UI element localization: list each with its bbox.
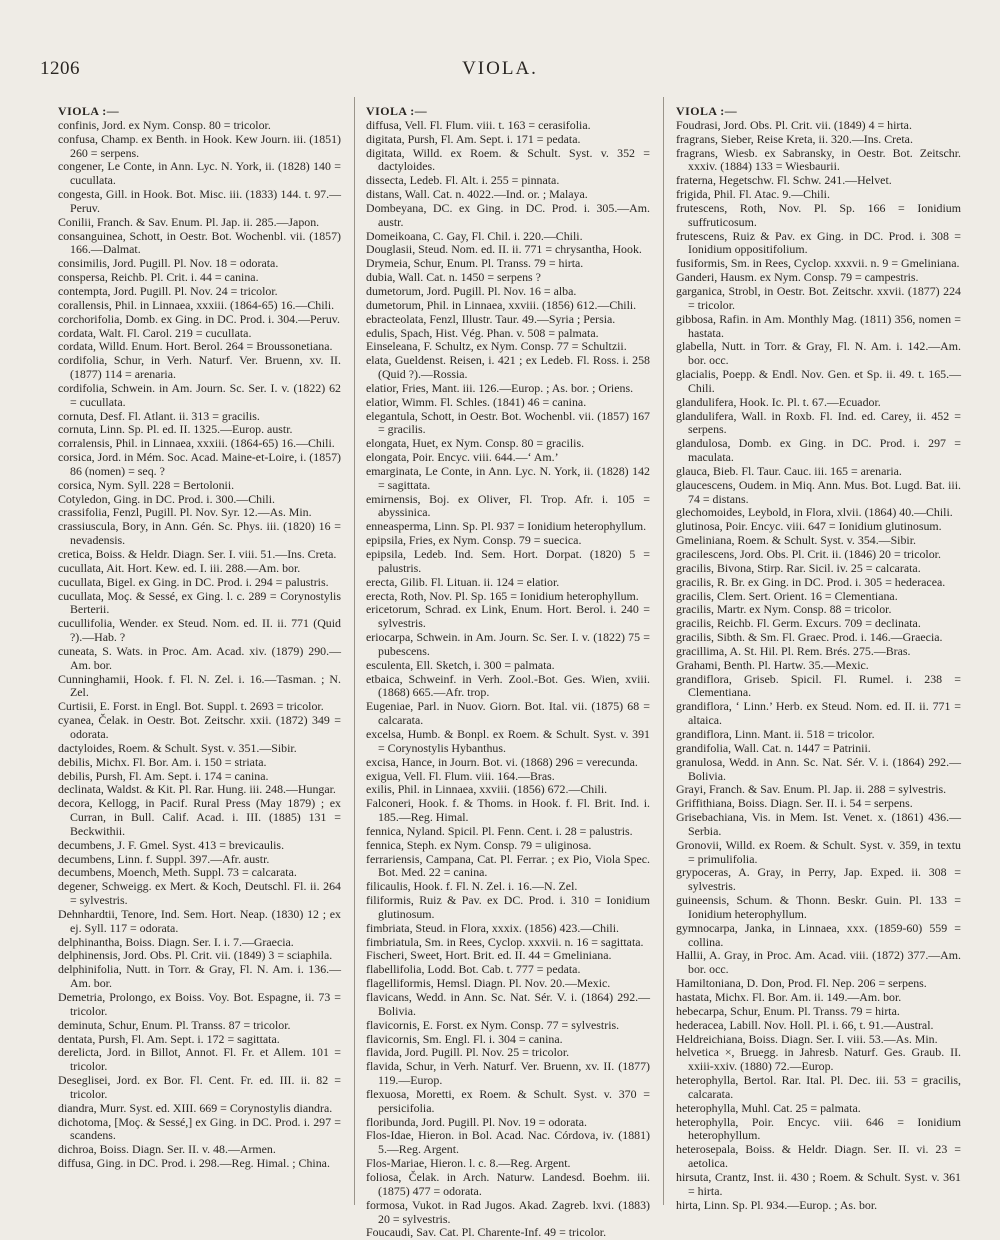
index-entry: Foucaudi, Sav. Cat. Pl. Charente-Inf. 49 = tricolor. [366, 1225, 607, 1240]
index-entry: flexuosa, Moretti, ex Roem. & Schult. Syst. v. 370 = persicifolia. [366, 1086, 650, 1115]
column-divider [354, 97, 355, 1205]
index-entry: digitata, Willd. ex Roem. & Schult. Syst. v. 352 = dactyloides. [366, 145, 650, 174]
index-entry: Einseleana, F. Schultz, ex Nym. Consp. 77 = Schultzii. [366, 339, 627, 354]
index-entry: helvetica ×, Bruegg. in Jahresb. Naturf. Ges. Graub. II. xxiii-xxiv. (1880) 72.—Europ. [676, 1045, 961, 1074]
index-entry: epipsila, Fries, ex Nym. Consp. 79 = suecica. [366, 533, 582, 548]
index-entry: flavicans, Wedd. in Ann. Sc. Nat. Sér. V. i. (1864) 292.—Bolivia. [366, 990, 650, 1018]
index-entry: crassifolia, Fenzl, Pugill. Pl. Nov. Syr. 12.—As. Min. [58, 505, 312, 520]
index-entry: elongata, Poir. Encyc. viii. 644.—‘ Am.’ [366, 450, 559, 465]
index-entry: elata, Gueldenst. Reisen, i. 421 ; ex Ledeb. Fl. Ross. i. 258 (Quid ?).—Rossia. [366, 353, 650, 382]
index-entry: flavicornis, E. Forst. ex Nym. Consp. 77 = sylvestris. [366, 1017, 620, 1032]
index-entry: gracillima, A. St. Hil. Pl. Rem. Brés. 275.—Bras. [676, 643, 911, 658]
index-entry: debilis, Michx. Fl. Bor. Am. i. 150 = striata. [58, 754, 267, 769]
index-entry: glandulosa, Domb. ex Ging. in DC. Prod. i. 297 = maculata. [676, 436, 961, 465]
index-entry: fennica, Nyland. Spicil. Pl. Fenn. Cent. i. 28 = palustris. [366, 823, 633, 838]
index-entry: elatior, Fries, Mant. iii. 126.—Europ. ; As. bor. ; Oriens. [366, 380, 634, 395]
index-entry: frutescens, Roth, Nov. Pl. Sp. 166 = Ionidium suffruticosum. [676, 200, 961, 229]
index-entry: Fischeri, Sweet, Hort. Brit. ed. II. 44 = Gmeliniana. [366, 948, 612, 963]
index-entry: fragrans, Sieber, Reise Kreta, ii. 320.—Ins. Creta. [676, 131, 913, 146]
index-entry: ericetorum, Schrad. ex Link, Enum. Hort. Berol. i. 240 = sylvestris. [366, 602, 650, 631]
index-entry: glandulifera, Wall. in Roxb. Fl. Ind. ed. Carey, ii. 452 = serpens. [676, 408, 961, 437]
index-entry: Curtisii, E. Forst. in Engl. Bot. Suppl. t. 2693 = tricolor. [58, 699, 324, 714]
index-entry: grandiflora, Linn. Mant. ii. 518 = tricolor. [676, 726, 875, 741]
index-entry: Dombeyana, DC. ex Ging. in DC. Prod. i. 305.—Am. austr. [366, 200, 650, 229]
index-entry: delphinantha, Boiss. Diagn. Ser. I. i. 7.—Graecia. [58, 934, 294, 949]
index-entry: filicaulis, Hook. f. Fl. N. Zel. i. 16.—N. Zel. [366, 879, 578, 894]
index-entry: fusiformis, Sm. in Rees, Cyclop. xxxvii. n. 9 = Gmeliniana. [676, 256, 960, 271]
index-entry: glacialis, Poepp. & Endl. Nov. Gen. et Sp. ii. 49. t. 165.—Chili. [676, 367, 961, 395]
index-entry: Gmeliniana, Roem. & Schult. Syst. v. 354.—Sibir. [676, 533, 917, 548]
index-entry: cyanea, Čelak. in Oestr. Bot. Zeitschr. xxii. (1872) 349 = odorata. [58, 713, 341, 741]
index-entry: Ganderi, Hausm. ex Nym. Consp. 79 = campestris. [676, 270, 919, 285]
index-entry: fraterna, Hegetschw. Fl. Schw. 241.—Helvet. [676, 173, 892, 188]
index-entry: decora, Kellogg, in Pacif. Rural Press (May 1879) ; ex Curran, in Bull. Calif. Acad. i. III. (1885) 131 = Beckwithii. [58, 796, 341, 838]
index-entry: consimilis, Jord. Pugill. Pl. Nov. 18 = odorata. [58, 256, 279, 271]
index-entry: flavida, Schur, in Verh. Naturf. Ver. Bruenn, xv. II. (1877) 119.—Europ. [366, 1059, 650, 1088]
index-entry: Drymeia, Schur, Enum. Pl. Transs. 79 = hirta. [366, 256, 584, 271]
index-entry: corsica, Jord. in Mém. Soc. Acad. Maine-et-Loire, i. (1857) 86 (nomen) = seq. ? [58, 450, 341, 478]
index-entry: glandulifera, Hook. Ic. Pl. t. 67.—Ecuador. [676, 394, 881, 409]
index-entry: decumbens, Linn. f. Suppl. 397.—Afr. austr. [58, 851, 270, 866]
index-entry: exilis, Phil. in Linnaea, xxviii. (1856) 672.—Chili. [366, 782, 608, 797]
index-entry: gracilis, Reichb. Fl. Germ. Excurs. 709 = declinata. [676, 616, 921, 631]
index-entry: heterosepala, Boiss. & Heldr. Diagn. Ser. II. vi. 23 = aetolica. [676, 1142, 961, 1171]
index-entry: hebecarpa, Schur, Enum. Pl. Transs. 79 = hirta. [676, 1003, 900, 1018]
index-entry: granulosa, Wedd. in Ann. Sc. Nat. Sér. V. i. (1864) 292.—Bolivia. [676, 754, 961, 783]
index-entry: grandiflora, Griseb. Spicil. Fl. Rumel. i. 238 = Clementiana. [676, 671, 961, 700]
index-entry: Flos-Idae, Hieron. in Bol. Acad. Nac. Córdova, iv. (1881) 5.—Reg. Argent. [366, 1128, 650, 1157]
index-column-3 [676, 97, 961, 1212]
index-entry: cucullifolia, Wender. ex Steud. Nom. ed. II. ii. 771 (Quid ?).—Hab. ? [58, 616, 341, 645]
index-entry: dentata, Pursh, Fl. Am. Sept. i. 172 = sagittata. [58, 1031, 280, 1046]
index-column-2 [366, 97, 650, 1240]
column-heading: VIOLA :— [58, 104, 120, 118]
index-entry: Hamiltoniana, D. Don, Prod. Fl. Nep. 206 = serpens. [676, 976, 927, 991]
index-entry: hirta, Linn. Sp. Pl. 934.—Europ. ; As. bor. [676, 1197, 878, 1212]
index-entry: consanguinea, Schott, in Oestr. Bot. Wochenbl. vii. (1857) 166.—Dalmat. [58, 228, 341, 257]
index-entry: elegantula, Schott, in Oestr. Bot. Wochenbl. vii. (1857) 167 = gracilis. [366, 408, 650, 437]
index-entry: decumbens, Moench, Meth. Suppl. 73 = calcarata. [58, 865, 297, 880]
index-entry: grypoceras, A. Gray, in Perry, Jap. Exped. ii. 308 = sylvestris. [676, 865, 961, 894]
index-entry: cucullata, Moç. & Sessé, ex Ging. l. c. 289 = Corynostylis Berterii. [58, 588, 341, 617]
index-entry: grandiflora, ‘ Linn.’ Herb. ex Steud. Nom. ed. II. ii. 771 = altaica. [676, 699, 961, 728]
index-entry: cordifolia, Schwein. in Am. Journ. Sc. Ser. I. v. (1822) 62 = cucullata. [58, 380, 341, 409]
index-entry: Conilii, Franch. & Sav. Enum. Pl. Jap. ii. 285.—Japon. [58, 214, 320, 229]
index-entry: Cotyledon, Ging. in DC. Prod. i. 300.—Chili. [58, 491, 276, 506]
index-entry: gracilescens, Jord. Obs. Pl. Crit. ii. (1846) 20 = tricolor. [676, 547, 941, 561]
index-entry: flavida, Jord. Pugill. Pl. Nov. 25 = tricolor. [366, 1045, 570, 1060]
index-entry: contempta, Jord. Pugill. Pl. Nov. 24 = tricolor. [58, 283, 278, 298]
index-entry: Deseglisei, Jord. ex Bor. Fl. Cent. Fr. ed. III. ii. 82 = tricolor. [58, 1073, 341, 1101]
column-divider [663, 97, 664, 1205]
index-entry: dumetorum, Jord. Pugill. Pl. Nov. 16 = alba. [366, 283, 577, 298]
index-column-1 [58, 97, 341, 1205]
index-entry: heterophylla, Bertol. Rar. Ital. Pl. Dec. iii. 53 = gracilis, calcarata. [676, 1073, 961, 1101]
index-entry: debilis, Pursh, Fl. Am. Sept. i. 174 = canina. [58, 768, 269, 783]
index-entry: Foudrasi, Jord. Obs. Pl. Crit. vii. (1849) 4 = hirta. [676, 117, 912, 132]
index-entry: Gronovii, Willd. ex Roem. & Schult. Syst. v. 359, in textu = primulifolia. [676, 837, 961, 866]
index-entry: gracilis, Sibth. & Sm. Fl. Graec. Prod. i. 146.—Graecia. [676, 630, 943, 645]
index-entry: degener, Schweigg. ex Mert. & Koch, Deutschl. Fl. ii. 264 = sylvestris. [58, 879, 341, 908]
index-entry: corchorifolia, Domb. ex Ging. in DC. Prod. i. 304.—Peruv. [58, 311, 340, 326]
index-entry: decumbens, J. F. Gmel. Syst. 413 = brevicaulis. [58, 837, 285, 852]
page-number: 1206 [40, 58, 80, 79]
index-entry: diandra, Murr. Syst. ed. XIII. 669 = Corynostylis diandra. [58, 1100, 333, 1115]
index-entry: excisa, Hance, in Journ. Bot. vi. (1868) 296 = verecunda. [366, 754, 638, 769]
index-entry: crassiuscula, Bory, in Ann. Gén. Sc. Phys. iii. (1820) 16 = nevadensis. [58, 519, 341, 548]
index-entry: Douglasii, Steud. Nom. ed. II. ii. 771 = chrysantha, Hook. [366, 242, 642, 257]
index-entry: corsica, Nym. Syll. 228 = Bertolonii. [58, 477, 235, 492]
index-entry: cretica, Boiss. & Heldr. Diagn. Ser. I. viii. 51.—Ins. Creta. [58, 547, 337, 561]
index-entry: etbaica, Schweinf. in Verh. Zool.-Bot. Ges. Wien, xviii. (1868) 665.—Afr. trop. [366, 671, 650, 700]
index-entry: emarginata, Le Conte, in Ann. Lyc. N. York, ii. (1828) 142 = sagittata. [366, 463, 650, 492]
index-entry: glechomoides, Leybold, in Flora, xlvii. (1864) 40.—Chili. [676, 505, 953, 520]
index-entry: fragrans, Wiesb. ex Sabransky, in Oestr. Bot. Zeitschr. xxxiv. (1884) 133 = Wiesbaurii. [676, 145, 961, 174]
index-entry: Dehnhardtii, Tenore, Ind. Sem. Hort. Neap. (1830) 12 ; ex ej. Syll. 117 = odorata. [58, 906, 341, 935]
index-entry: epipsila, Ledeb. Ind. Sem. Hort. Dorpat. (1820) 5 = palustris. [366, 547, 650, 575]
index-entry: formosa, Vukot. in Rad Jugos. Akad. Zagreb. lxvi. (1883) 20 = sylvestris. [366, 1197, 650, 1226]
index-entry: exigua, Vell. Fl. Flum. viii. 164.—Bras. [366, 768, 555, 783]
index-entry: dactyloides, Roem. & Schult. Syst. v. 351.—Sibir. [58, 740, 297, 755]
index-entry: erecta, Roth, Nov. Pl. Sp. 165 = Ionidium heterophyllum. [366, 588, 639, 603]
index-entry: dubia, Wall. Cat. n. 1450 = serpens ? [366, 270, 541, 285]
index-entry: delphinifolia, Nutt. in Torr. & Gray, Fl. N. Am. i. 136.—Am. bor. [58, 962, 341, 991]
index-entry: derelicta, Jord. in Billot, Annot. Fl. Fr. et Allem. 101 = tricolor. [58, 1045, 341, 1074]
index-entry: garganica, Strobl, in Oestr. Bot. Zeitschr. xxvii. (1877) 224 = tricolor. [676, 283, 961, 312]
index-entry: Eugeniae, Parl. in Nuov. Giorn. Bot. Ital. vii. (1875) 68 = calcarata. [366, 699, 650, 728]
index-entry: hederacea, Labill. Nov. Holl. Pl. i. 66, t. 91.—Austral. [676, 1017, 934, 1032]
index-entry: corallensis, Phil. in Linnaea, xxxiii. (1864-65) 16.—Chili. [58, 297, 335, 312]
page-header [0, 0, 1000, 100]
index-entry: conspersa, Reichb. Pl. Crit. i. 44 = canina. [58, 270, 259, 285]
index-entry: Cunninghamii, Hook. f. Fl. N. Zel. i. 16.—Tasman. ; N. Zel. [58, 671, 341, 700]
index-entry: cordata, Walt. Fl. Carol. 219 = cucullata. [58, 325, 252, 340]
index-entry: glabella, Nutt. in Torr. & Gray, Fl. N. Am. i. 142.—Am. bor. occ. [676, 339, 961, 368]
index-entry: emirnensis, Boj. ex Oliver, Fl. Trop. Afr. i. 105 = abyssinica. [366, 491, 650, 520]
index-entry: fimbriata, Steud. in Flora, xxxix. (1856) 423.—Chili. [366, 920, 619, 935]
index-entry: diffusa, Vell. Fl. Flum. viii. t. 163 = cerasifolia. [366, 117, 591, 132]
index-entry: fennica, Steph. ex Nym. Consp. 79 = uliginosa. [366, 837, 592, 852]
index-entry: digitata, Pursh, Fl. Am. Sept. i. 171 = pedata. [366, 131, 581, 146]
index-entry: glauca, Bieb. Fl. Taur. Cauc. iii. 165 = arenaria. [676, 463, 902, 478]
column-heading: VIOLA :— [366, 104, 428, 118]
index-entry: erecta, Gilib. Fl. Lituan. ii. 124 = elatior. [366, 574, 560, 589]
index-entry: filiformis, Ruiz & Pav. ex DC. Prod. i. 310 = Ionidium glutinosum. [366, 893, 650, 921]
index-entry: floribunda, Jord. Pugill. Pl. Nov. 19 = odorata. [366, 1114, 587, 1129]
index-entry: elatior, Wimm. Fl. Schles. (1841) 46 = canina. [366, 394, 587, 409]
index-entry: edulis, Spach, Hist. Vég. Phan. v. 508 = palmata. [366, 325, 599, 340]
index-entry: hastata, Michx. Fl. Bor. Am. ii. 149.—Am. bor. [676, 990, 902, 1004]
index-entry: confinis, Jord. ex Nym. Consp. 80 = tricolor. [58, 117, 271, 132]
index-entry: Hallii, A. Gray, in Proc. Am. Acad. viii. (1872) 377.—Am. bor. occ. [676, 948, 961, 977]
index-entry: Demetria, Prolongo, ex Boiss. Voy. Bot. Espagne, ii. 73 = tricolor. [58, 990, 341, 1018]
index-entry: esculenta, Ell. Sketch, i. 300 = palmata. [366, 657, 555, 672]
index-entry: Domeikoana, C. Gay, Fl. Chil. i. 220.—Chili. [366, 228, 583, 243]
index-entry: dumetorum, Phil. in Linnaea, xxviii. (1856) 612.—Chili. [366, 297, 637, 312]
index-entry: congesta, Gill. in Hook. Bot. Misc. iii. (1833) 144. t. 97.—Peruv. [58, 187, 341, 215]
index-entry: heterophylla, Muhl. Cat. 25 = palmata. [676, 1100, 861, 1115]
index-entry: deminuta, Schur, Enum. Pl. Transs. 87 = tricolor. [58, 1017, 291, 1032]
index-entry: Griffithiana, Boiss. Diagn. Ser. II. i. 54 = serpens. [676, 796, 913, 811]
index-entry: flagelliformis, Hemsl. Diagn. Pl. Nov. 20.—Mexic. [366, 976, 611, 991]
index-entry: frigida, Phil. Fl. Atac. 9.—Chili. [676, 187, 830, 202]
index-entry: heterophylla, Poir. Encyc. viii. 646 = Ionidium heterophyllum. [676, 1114, 961, 1143]
index-entry: congener, Le Conte, in Ann. Lyc. N. York, ii. (1828) 140 = cucullata. [58, 159, 341, 188]
index-entry: Grayi, Franch. & Sav. Enum. Pl. Jap. ii. 288 = sylvestris. [676, 782, 947, 797]
index-entry: cuneata, S. Wats. in Proc. Am. Acad. xiv. (1879) 290.—Am. bor. [58, 643, 341, 672]
index-entry: dissecta, Ledeb. Fl. Alt. i. 255 = pinnata. [366, 173, 560, 188]
index-entry: glaucescens, Oudem. in Miq. Ann. Mus. Bot. Lugd. Bat. iii. 74 = distans. [676, 477, 961, 506]
index-entry: hirsuta, Crantz, Inst. ii. 430 ; Roem. & Schult. Syst. v. 361 = hirta. [676, 1169, 961, 1198]
index-entry: elongata, Huet, ex Nym. Consp. 80 = gracilis. [366, 436, 585, 451]
index-entry: foliosa, Čelak. in Arch. Naturw. Landesd. Boehm. iii. (1875) 477 = odorata. [366, 1169, 650, 1198]
index-entry: Flos-Mariae, Hieron. l. c. 8.—Reg. Argent. [366, 1156, 571, 1171]
index-entry: Heldreichiana, Boiss. Diagn. Ser. I. viii. 53.—As. Min. [676, 1031, 938, 1046]
index-entry: dichroa, Boiss. Diagn. Ser. II. v. 48.—Armen. [58, 1142, 276, 1157]
index-entry: ebracteolata, Fenzl, Illustr. Taur. 49.—Syria ; Persia. [366, 311, 616, 326]
index-entry: eriocarpa, Schwein. in Am. Journ. Sc. Ser. I. v. (1822) 75 = pubescens. [366, 630, 650, 658]
index-entry: cucullata, Bigel. ex Ging. in DC. Prod. i. 294 = palustris. [58, 574, 329, 589]
index-entry: flabellifolia, Lodd. Bot. Cab. t. 777 = pedata. [366, 962, 581, 977]
index-entry: fimbriatula, Sm. in Rees, Cyclop. xxxvii. n. 16 = sagittata. [366, 934, 644, 949]
index-entry: corralensis, Phil. in Linnaea, xxxiii. (1864-65) 16.—Chili. [58, 436, 335, 451]
index-entry: Grisebachiana, Vis. in Mem. Ist. Venet. x. (1861) 436.—Serbia. [676, 810, 961, 838]
index-entry: cornuta, Linn. Sp. Pl. ed. II. 1325.—Europ. austr. [58, 422, 293, 437]
index-entry: gibbosa, Rafin. in Am. Monthly Mag. (1811) 356, nomen = hastata. [676, 311, 961, 340]
index-entry: dichotoma, [Moç. & Sessé,] ex Ging. in DC. Prod. i. 297 = scandens. [58, 1114, 341, 1143]
index-entry: cucullata, Ait. Hort. Kew. ed. I. iii. 288.—Am. bor. [58, 560, 301, 575]
index-entry: gracilis, Bivona, Stirp. Rar. Sicil. iv. 25 = calcarata. [676, 560, 921, 575]
index-entry: guineensis, Schum. & Thonn. Beskr. Guin. Pl. 133 = Ionidium heterophyllum. [676, 893, 961, 921]
index-entry: excelsa, Humb. & Bonpl. ex Roem. & Schult. Syst. v. 391 = Corynostylis Hybanthus. [366, 726, 650, 755]
index-entry: gracilis, R. Br. ex Ging. in DC. Prod. i. 305 = hederacea. [676, 574, 946, 589]
index-entry: confusa, Champ. ex Benth. in Hook. Kew Journ. iii. (1851) 260 = serpens. [58, 131, 341, 160]
index-entry: Falconeri, Hook. f. & Thoms. in Hook. f. Fl. Brit. Ind. i. 185.—Reg. Himal. [366, 796, 650, 825]
index-entry: Grahami, Benth. Pl. Hartw. 35.—Mexic. [676, 657, 869, 672]
index-entry: gracilis, Clem. Sert. Orient. 16 = Clementiana. [676, 588, 898, 603]
index-entry: grandifolia, Wall. Cat. n. 1447 = Patrinii. [676, 740, 871, 755]
index-entry: diffusa, Ging. in DC. Prod. i. 298.—Reg. Himal. ; China. [58, 1156, 330, 1171]
index-entry: glutinosa, Poir. Encyc. viii. 647 = Ionidium glutinosum. [676, 519, 942, 534]
index-entry: cordata, Willd. Enum. Hort. Berol. 264 = Broussonetiana. [58, 339, 333, 354]
index-entry: delphinensis, Jord. Obs. Pl. Crit. vii. (1849) 3 = sciaphila. [58, 948, 333, 963]
index-entry: cornuta, Desf. Fl. Atlant. ii. 313 = gracilis. [58, 408, 260, 423]
index-entry: distans, Wall. Cat. n. 4022.—Ind. or. ; Malaya. [366, 187, 588, 202]
index-entry: flavicornis, Sm. Engl. Fl. i. 304 = canina. [366, 1031, 563, 1046]
index-entry: frutescens, Ruiz & Pav. ex Ging. in DC. Prod. i. 308 = Ionidium oppositifolium. [676, 228, 961, 257]
index-entry: ferrariensis, Campana, Cat. Pl. Ferrar. ; ex Pio, Viola Spec. Bot. Med. 22 = canina. [366, 851, 650, 880]
column-heading: VIOLA :— [676, 104, 738, 118]
index-entry: gymnocarpa, Janka, in Linnaea, xxx. (1859-60) 559 = collina. [676, 920, 961, 949]
index-entry: enneasperma, Linn. Sp. Pl. 937 = Ionidium heterophyllum. [366, 519, 647, 534]
index-entry: gracilis, Martr. ex Nym. Consp. 88 = tricolor. [676, 602, 892, 617]
index-entry: cordifolia, Schur, in Verh. Naturf. Ver. Bruenn, xv. II. (1877) 114 = arenaria. [58, 353, 341, 382]
index-entry: declinata, Waldst. & Kit. Pl. Rar. Hung. iii. 248.—Hungar. [58, 782, 336, 797]
running-head: VIOLA. [462, 58, 538, 79]
